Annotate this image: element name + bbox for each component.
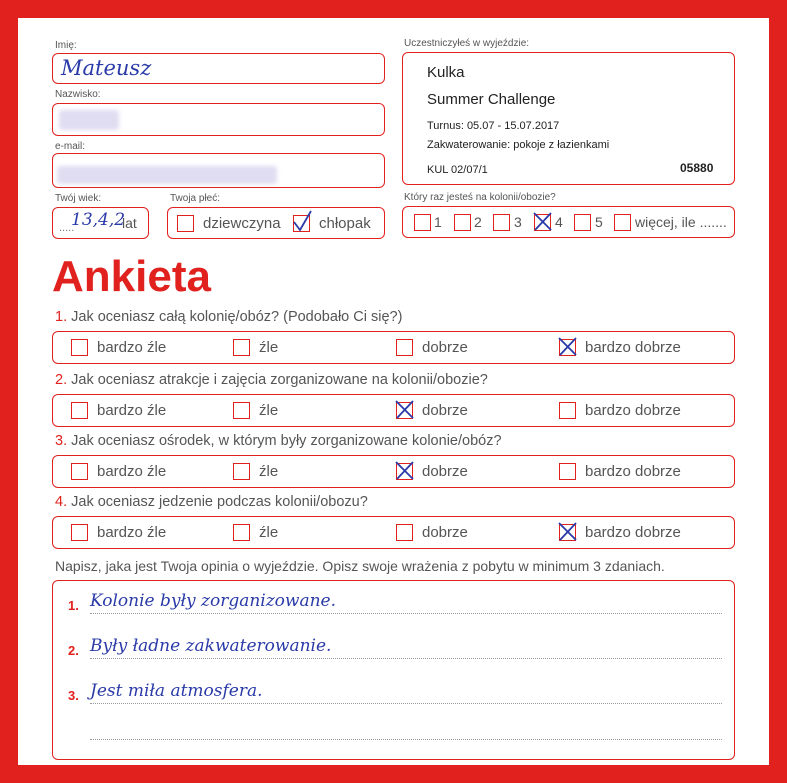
question-number: 2.: [55, 372, 72, 388]
question-4-option-label: dobrze: [422, 524, 468, 541]
age-field[interactable]: [52, 207, 149, 239]
survey-title: Ankieta: [52, 252, 211, 301]
ticket-turnus: Turnus: 05.07 - 15.07.2017: [427, 120, 560, 132]
question-3-text: [55, 433, 502, 449]
sex-checkbox-female[interactable]: [177, 215, 194, 232]
ticket-line2: Summer Challenge: [427, 91, 556, 108]
cross-mark-icon: [395, 461, 415, 481]
times-label: Który raz jesteś na kolonii/obozie?: [404, 192, 556, 203]
question-label: Jak oceniasz atrakcje i zajęcia zorganizowane na kolonii/obozie?: [71, 372, 488, 388]
question-1-text: [55, 309, 402, 325]
age-dots: .....: [59, 222, 75, 234]
cross-mark-icon: [558, 522, 578, 542]
name-field[interactable]: [52, 53, 385, 84]
answer-dotted-line: [90, 703, 722, 704]
question-2-text: [55, 372, 488, 388]
red-frame-right: [769, 0, 787, 783]
age-value: 13,4,2: [71, 210, 126, 230]
times-option-1: 1: [434, 214, 442, 230]
question-3-checkbox-3[interactable]: [396, 463, 413, 480]
surname-label: Nazwisko:: [55, 89, 101, 100]
question-1-checkbox-4[interactable]: [559, 339, 576, 356]
times-option-5: 5: [595, 214, 603, 230]
sex-option-female: dziewczyna: [203, 215, 281, 232]
answer-dotted-line: [90, 658, 722, 659]
red-frame-left: [0, 0, 18, 783]
ticket-code: KUL 02/07/1: [427, 164, 488, 176]
question-2-option-label: źle: [259, 402, 279, 419]
cross-mark-icon: [395, 400, 415, 420]
age-unit: lat: [122, 215, 137, 231]
surname-redacted: [59, 110, 119, 130]
email-redacted: [57, 166, 277, 184]
question-4-checkbox-1[interactable]: [71, 524, 88, 541]
times-checkbox-5[interactable]: [574, 214, 591, 231]
question-2-option-label: bardzo źle: [97, 402, 167, 419]
question-1-checkbox-1[interactable]: [71, 339, 88, 356]
ticket-zakwaterowanie: Zakwaterowanie: pokoje z łazienkami: [427, 139, 610, 151]
answer-1-handwriting: Kolonie były zorganizowane.: [90, 591, 337, 611]
times-checkbox-1[interactable]: [414, 214, 431, 231]
question-4-option-label: bardzo źle: [97, 524, 167, 541]
question-3-checkbox-1[interactable]: [71, 463, 88, 480]
question-number: 3.: [55, 433, 72, 449]
name-value: Mateusz: [61, 56, 152, 80]
question-4-option-label: bardzo dobrze: [585, 524, 681, 541]
question-4-checkbox-4[interactable]: [559, 524, 576, 541]
email-label: e-mail:: [55, 141, 86, 152]
question-2-option-label: dobrze: [422, 402, 468, 419]
question-1-checkbox-3[interactable]: [396, 339, 413, 356]
question-3-checkbox-4[interactable]: [559, 463, 576, 480]
sex-field: [167, 207, 385, 239]
question-4-option-label: źle: [259, 524, 279, 541]
times-option-4: 4: [555, 214, 563, 230]
surname-field[interactable]: [52, 103, 385, 136]
times-option-2: 2: [474, 214, 482, 230]
red-frame-bottom: [0, 765, 787, 783]
answer-number: 1.: [68, 598, 79, 613]
question-3-option-label: dobrze: [422, 463, 468, 480]
question-2-checkbox-1[interactable]: [71, 402, 88, 419]
ticket-line1: Kulka: [427, 64, 465, 81]
sex-option-male: chłopak: [319, 215, 371, 232]
times-checkbox-2[interactable]: [454, 214, 471, 231]
cross-mark-icon: [558, 337, 578, 357]
question-4-text: [55, 494, 368, 510]
question-2-checkbox-2[interactable]: [233, 402, 250, 419]
trip-ticket: [402, 52, 735, 185]
question-1-checkbox-2[interactable]: [233, 339, 250, 356]
question-4-checkbox-3[interactable]: [396, 524, 413, 541]
question-2-checkbox-3[interactable]: [396, 402, 413, 419]
question-label: Jak oceniasz jedzenie podczas kolonii/obozu?: [71, 494, 368, 510]
cross-mark-icon: [533, 212, 553, 232]
answer-3-handwriting: Jest miła atmosfera.: [90, 681, 263, 701]
checkmark-icon: [292, 213, 312, 233]
sex-label: Twoja płeć:: [170, 193, 221, 204]
question-3-option-label: bardzo źle: [97, 463, 167, 480]
answer-2-handwriting: Były ładne zakwaterowanie.: [90, 636, 332, 656]
times-checkbox-3[interactable]: [493, 214, 510, 231]
age-label: Twój wiek:: [55, 193, 102, 204]
question-label: Jak oceniasz ośrodek, w którym były zorganizowane kolonie/obóz?: [71, 433, 502, 449]
question-1-option-label: źle: [259, 339, 279, 356]
question-4-checkbox-2[interactable]: [233, 524, 250, 541]
times-checkbox-4[interactable]: [534, 214, 551, 231]
participated-label: Uczestniczyłeś w wyjeździe:: [404, 38, 530, 49]
question-1-option-label: bardzo dobrze: [585, 339, 681, 356]
times-option-more: więcej, ile .......: [635, 214, 727, 230]
ticket-number: 05880: [680, 161, 714, 175]
question-number: 1.: [55, 309, 72, 325]
opinion-prompt: Napisz, jaka jest Twoja opinia o wyjeździe. Opisz swoje wrażenia z pobytu w minimum 3 zdaniach.: [55, 558, 665, 574]
times-option-3: 3: [514, 214, 522, 230]
times-checkbox-more[interactable]: [614, 214, 631, 231]
question-3-option-label: bardzo dobrze: [585, 463, 681, 480]
question-1-option-label: bardzo źle: [97, 339, 167, 356]
times-field: [402, 206, 735, 238]
question-1-option-label: dobrze: [422, 339, 468, 356]
question-2-option-label: bardzo dobrze: [585, 402, 681, 419]
name-label: Imię:: [55, 40, 77, 51]
answer-number: 2.: [68, 643, 79, 658]
email-field[interactable]: [52, 153, 385, 188]
question-label: Jak oceniasz całą kolonię/obóz? (Podobało Ci się?): [71, 309, 403, 325]
question-3-option-label: źle: [259, 463, 279, 480]
answer-dotted-line: [90, 739, 722, 740]
answer-dotted-line: [90, 613, 722, 614]
answer-number: 3.: [68, 688, 79, 703]
question-2-checkbox-4[interactable]: [559, 402, 576, 419]
question-3-checkbox-2[interactable]: [233, 463, 250, 480]
red-frame-top: [0, 0, 787, 18]
sex-checkbox-male[interactable]: [293, 215, 310, 232]
question-number: 4.: [55, 494, 72, 510]
